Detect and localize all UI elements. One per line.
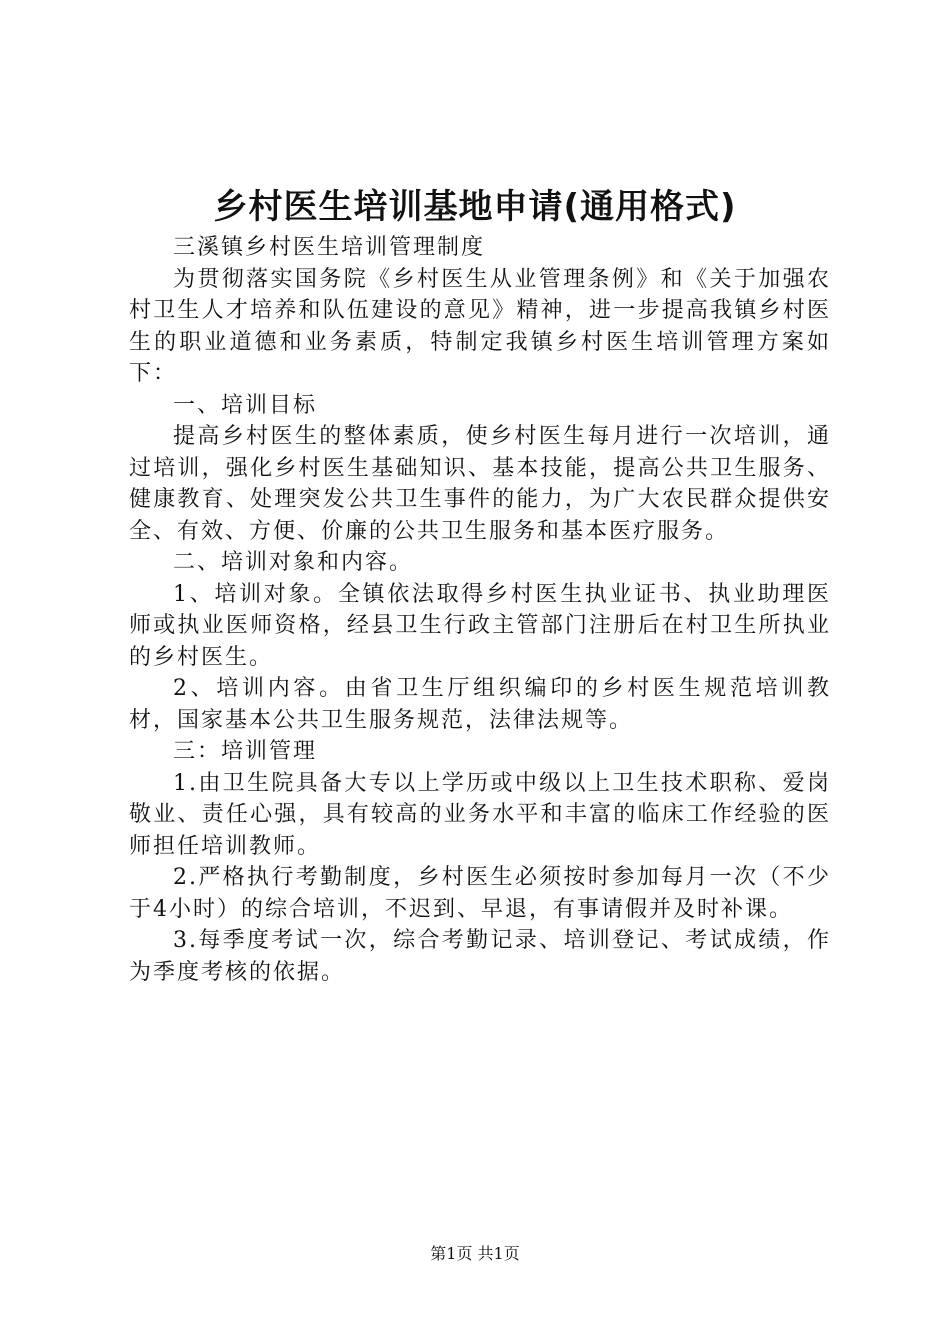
paragraph-section-3-item-3: 3.每季度考试一次，综合考勤记录、培训登记、考试成绩，作为季度考核的依据。 xyxy=(129,928,831,985)
paragraph-section-2-item-1: 1、培训对象。全镇依法取得乡村医生执业证书、执业助理医师或执业医师资格，经县卫生行政主管部门注册后在村卫生所执业的乡村医生。 xyxy=(129,581,831,670)
document-title: 乡村医生培训基地申请(通用格式) xyxy=(213,187,737,227)
paragraph-section-3-item-1: 1.由卫生院具备大专以上学历或中级以上卫生技术职称、爱岗敬业、责任心强，具有较高的业务水平和丰富的临床工作经验的医师担任培训教师。 xyxy=(129,770,831,859)
paragraph-section-1: 提高乡村医生的整体素质，使乡村医生每月进行一次培训，通过培训，强化乡村医生基础知识、基本技能，提高公共卫生服务、健康教育、处理突发公共卫生事件的能力，为广大农民群众提供安全、有效、方便、价廉的公共卫生服务和基本医疗服务。 xyxy=(129,424,831,544)
paragraph-section-3-item-2: 2.严格执行考勤制度，乡村医生必须按时参加每月一次（不少于4小时）的综合培训，不迟到、早退，有事请假并及时补课。 xyxy=(129,865,831,922)
page-footer: 第1页 共1页 xyxy=(430,1244,520,1263)
paragraph-subtitle: 三溪镇乡村医生培训管理制度 xyxy=(173,235,486,260)
heading-section-3: 三：培训管理 xyxy=(173,739,318,764)
paragraph-intro: 为贯彻落实国务院《乡村医生从业管理条例》和《关于加强农村卫生人才培养和队伍建设的意见》精神，进一步提高我镇乡村医生的职业道德和业务素质，特制定我镇乡村医生培训管理方案如下： xyxy=(129,266,831,386)
document-body xyxy=(129,232,831,988)
heading-section-1: 一、培训目标 xyxy=(173,392,318,418)
paragraph-section-2-item-2: 2、培训内容。由省卫生厅组织编印的乡村医生规范培训教材，国家基本公共卫生服务规范，法律法规等。 xyxy=(129,676,831,733)
heading-section-2: 二、培训对象和内容。 xyxy=(173,550,414,575)
